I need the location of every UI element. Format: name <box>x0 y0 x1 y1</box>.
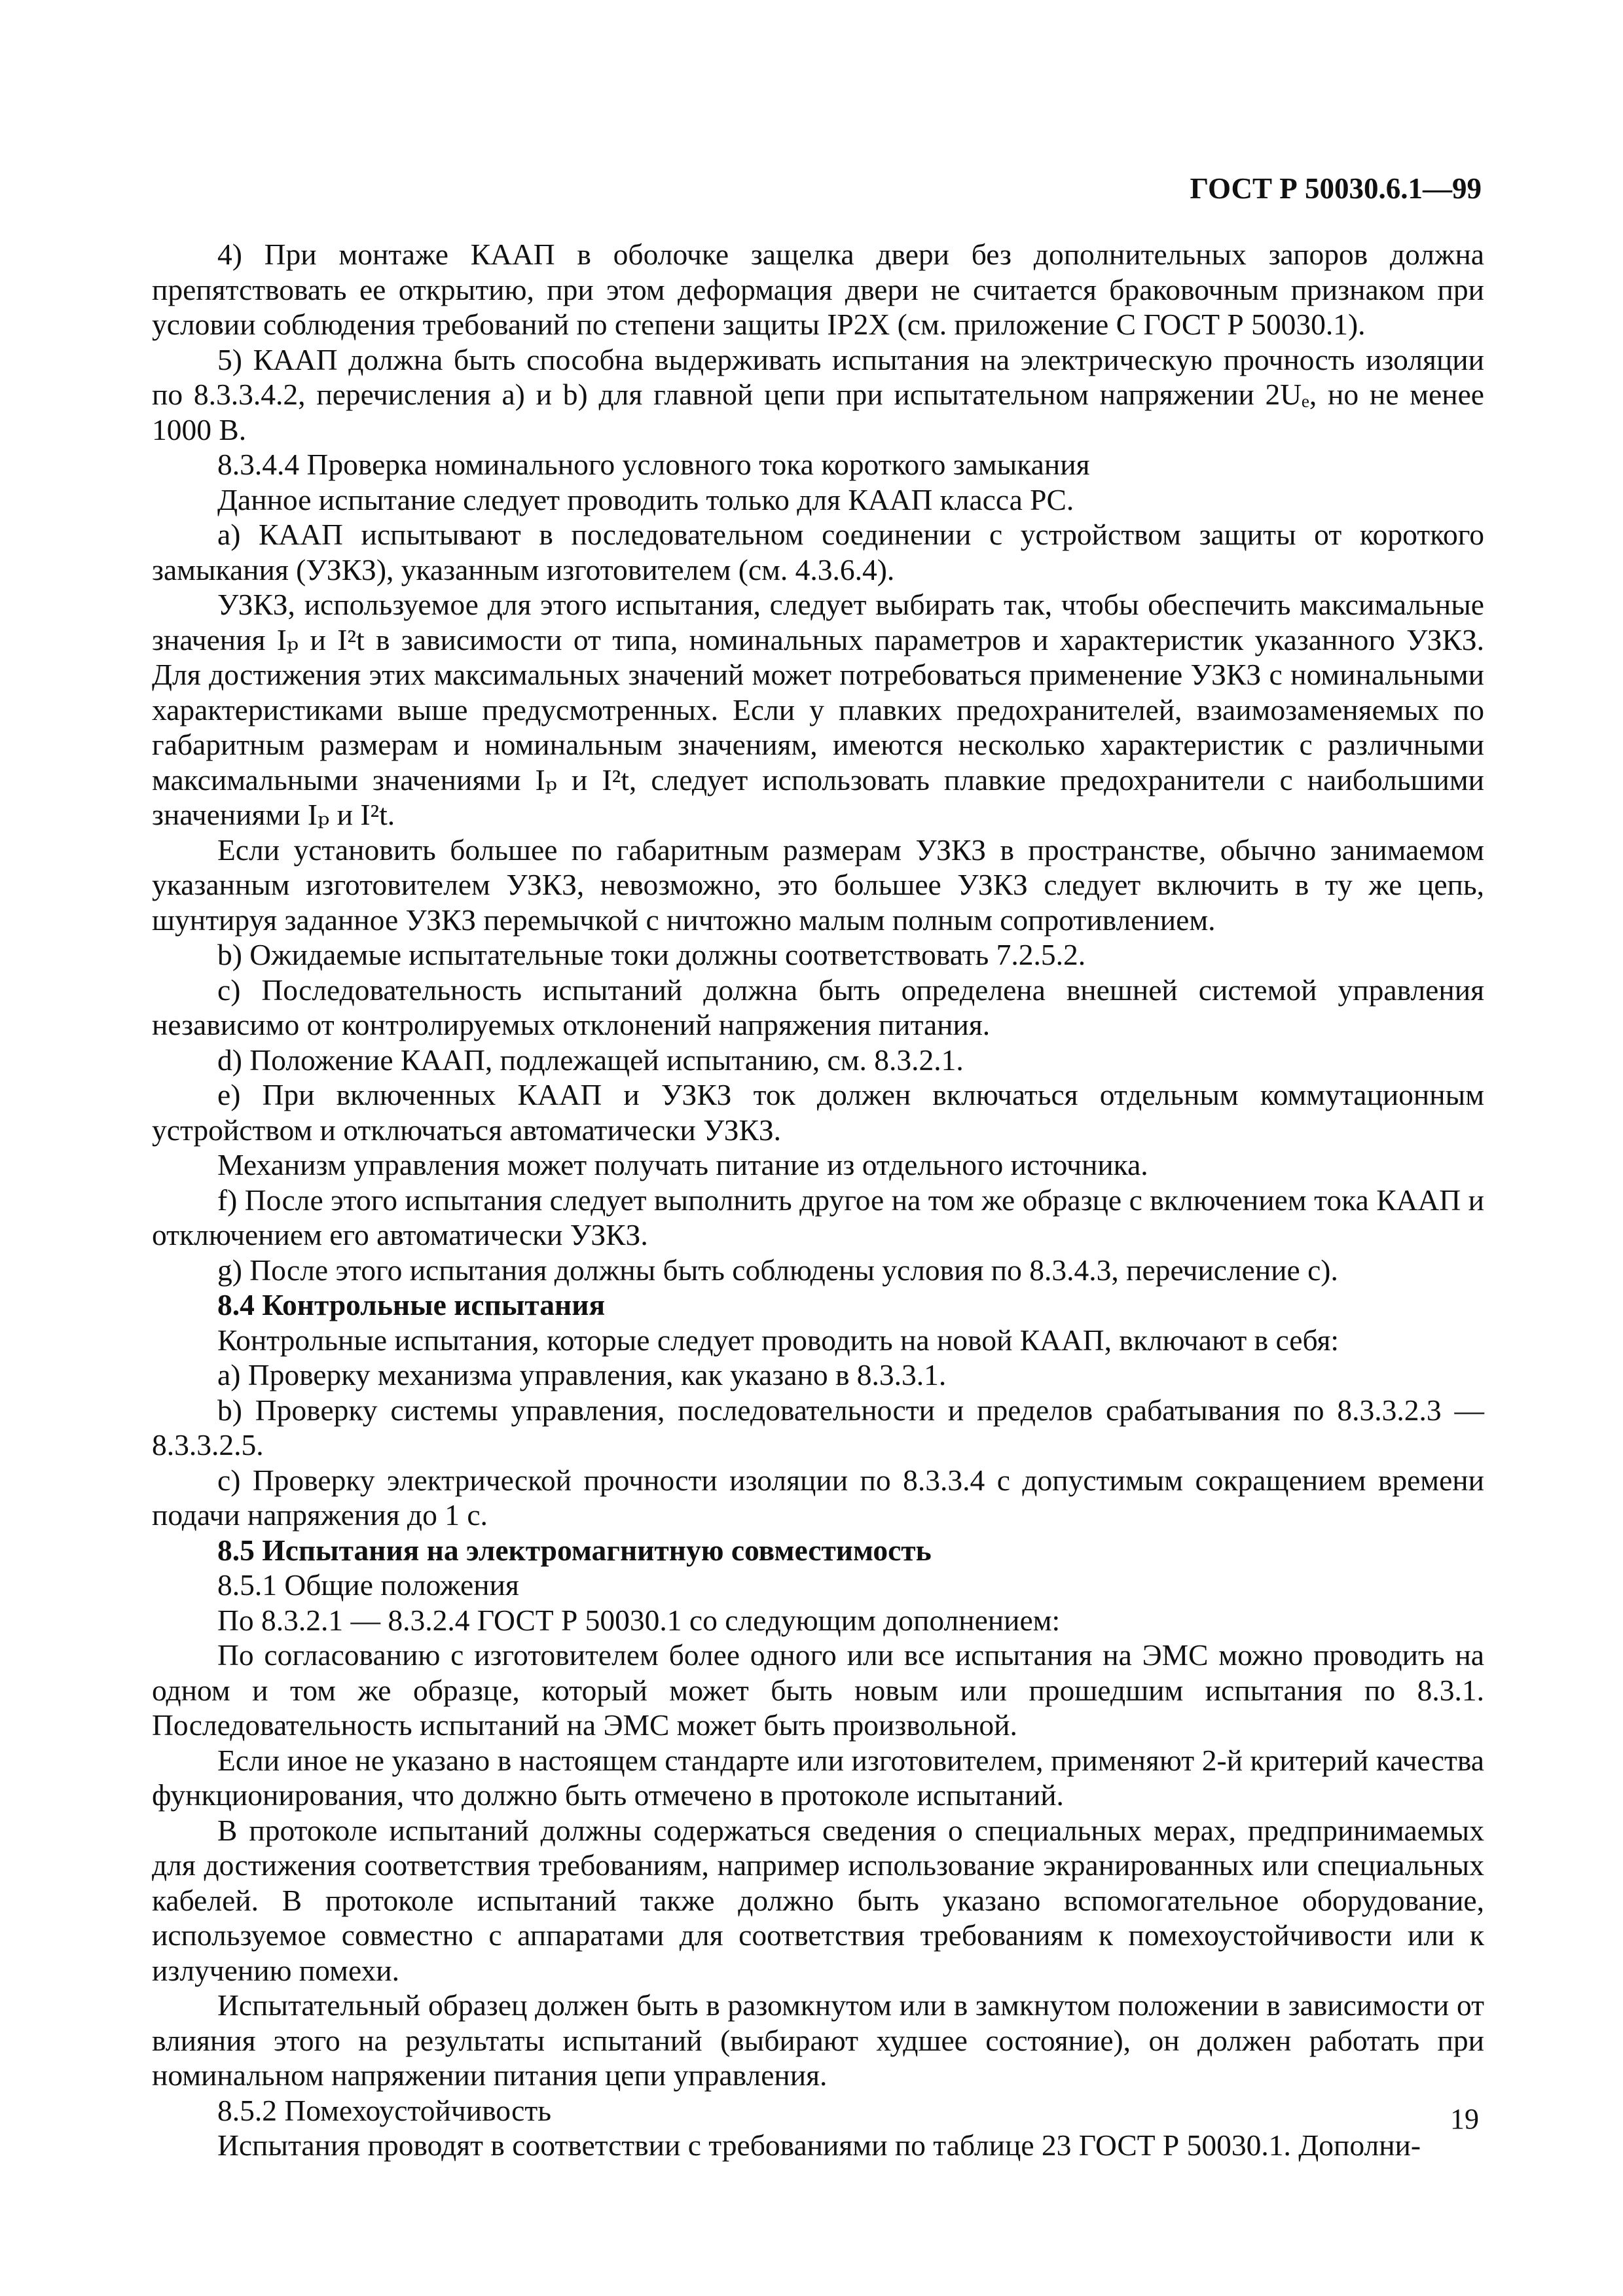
paragraph: Если иное не указано в настоящем стандарте или изготовителем, применяют 2-й критерий качества функционирования, что должно быть отмечено в протоколе испытаний. <box>152 1743 1484 1812</box>
section-heading: 8.4 Контрольные испытания <box>217 1288 606 1321</box>
paragraph: с) Последовательность испытаний должна быть определена внешней системой управления независимо от контролируемых отклонений напряжения питания. <box>152 973 1484 1041</box>
paragraph: Если установить большее по габаритным размерам УЗКЗ в пространстве, обычно занимаемом указанным изготовителем УЗКЗ, невозможно, это большее УЗКЗ следует включить в ту же цепь, шунтируя заданное УЗКЗ перемычкой с ничтожно малым полным сопротивлением. <box>152 833 1484 937</box>
paragraph: УЗКЗ, используемое для этого испытания, следует выбирать так, чтобы обеспечить максимальные значения Iₚ и I²t в зависимости от типа, номинальных параметров и характеристик указанного УЗКЗ. Для достижения этих максимальных значений может потребоваться применение УЗКЗ с номинальными характеристиками выше предусмотренных. Если у плавких предохранителей, взаимозаменяемых по габаритным размерам и номинальным значениям, имеются несколько характеристик с различными максимальными значениями Iₚ и I²t, следует использовать плавкие предохранители с наибольшими значениями Iₚ и I²t. <box>152 588 1484 831</box>
section-heading: 8.5 Испытания на электромагнитную совместимость <box>217 1533 932 1567</box>
paragraph: В протоколе испытаний должны содержаться сведения о специальных мерах, предпринимаемых для достижения соответствия требованиям, например использование экранированных или специальных кабелей. В протоколе испытаний также должно быть указано вспомогательное оборудование, используемое совместно с аппаратами для соответствия требованиям к помехоустойчивости или к излучению помехи. <box>152 1813 1484 1987</box>
paragraph: а) Проверку механизма управления, как указано в 8.3.3.1. <box>217 1358 947 1391</box>
paragraph: b) Проверку системы управления, последовательности и пределов срабатывания по 8.3.3.2.3 — 8.3.3.2.5. <box>152 1393 1484 1462</box>
paragraph: 8.5.1 Общие положения <box>217 1568 519 1602</box>
paragraph: а) КААП испытывают в последовательном соединении с устройством защиты от короткого замыкания (УЗКЗ), указанным изготовителем (см. 4.3.6.4). <box>152 518 1484 586</box>
paragraph: f) После этого испытания следует выполнить другое на том же образце с включением тока КААП и отключением его автоматически УЗКЗ. <box>152 1183 1484 1251</box>
paragraph: По согласованию с изготовителем более одного или все испытания на ЭМС можно проводить на одном и том же образце, который может быть новым или прошедшим испытания по 8.3.1. Последовательность испытаний на ЭМС может быть произвольной. <box>152 1638 1484 1742</box>
paragraph: с) Проверку электрической прочности изоляции по 8.3.3.4 с допустимым сокращением времени подачи напряжения до 1 с. <box>152 1463 1484 1532</box>
paragraph: b) Ожидаемые испытательные токи должны соответствовать 7.2.5.2. <box>217 938 1086 971</box>
paragraph: g) После этого испытания должны быть соблюдены условия по 8.3.4.3, перечисление с). <box>217 1253 1338 1287</box>
paragraph: d) Положение КААП, подлежащей испытанию, см. 8.3.2.1. <box>217 1043 964 1077</box>
paragraph: Испытания проводят в соответствии с требованиями по таблице 23 ГОСТ Р 50030.1. Дополни- <box>217 2128 1421 2162</box>
page-number: 19 <box>1450 2103 1479 2135</box>
paragraph: Механизм управления может получать питание из отдельного источника. <box>217 1148 1148 1181</box>
paragraph: 8.3.4.4 Проверка номинального условного тока короткого замыкания <box>217 448 1090 481</box>
paragraph: 4) При монтаже КААП в оболочке защелка двери без дополнительных запоров должна препятствовать ее открытию, при этом деформация двери не считается браковочным признаком при условии соблюдения требований по степени защиты IP2X (см. приложение С ГОСТ Р 50030.1). <box>152 238 1484 341</box>
document-body <box>152 237 1484 2163</box>
paragraph: е) При включенных КААП и УЗКЗ ток должен включаться отдельным коммутационным устройством и отключаться автоматически УЗКЗ. <box>152 1078 1484 1147</box>
paragraph: 8.5.2 Помехоустойчивость <box>217 2093 551 2127</box>
paragraph: Контрольные испытания, которые следует проводить на новой КААП, включают в себя: <box>217 1323 1340 1357</box>
paragraph: 5) КААП должна быть способна выдерживать испытания на электрическую прочность изоляции по 8.3.3.4.2, перечисления а) и b) для главной цепи при испытательном напряжении 2Uₑ, но не менее 1000 В. <box>152 342 1484 446</box>
paragraph: По 8.3.2.1 — 8.3.2.4 ГОСТ Р 50030.1 со следующим дополнением: <box>217 1603 1061 1637</box>
paragraph: Данное испытание следует проводить только для КААП класса PC. <box>217 482 1074 516</box>
document-code: ГОСТ Р 50030.6.1—99 <box>1190 172 1482 205</box>
paragraph: Испытательный образец должен быть в разомкнутом или в замкнутом положении в зависимости от влияния этого на результаты испытаний (выбирают худшее состояние), он должен работать при номинальном напряжении питания цепи управления. <box>152 1988 1484 2092</box>
